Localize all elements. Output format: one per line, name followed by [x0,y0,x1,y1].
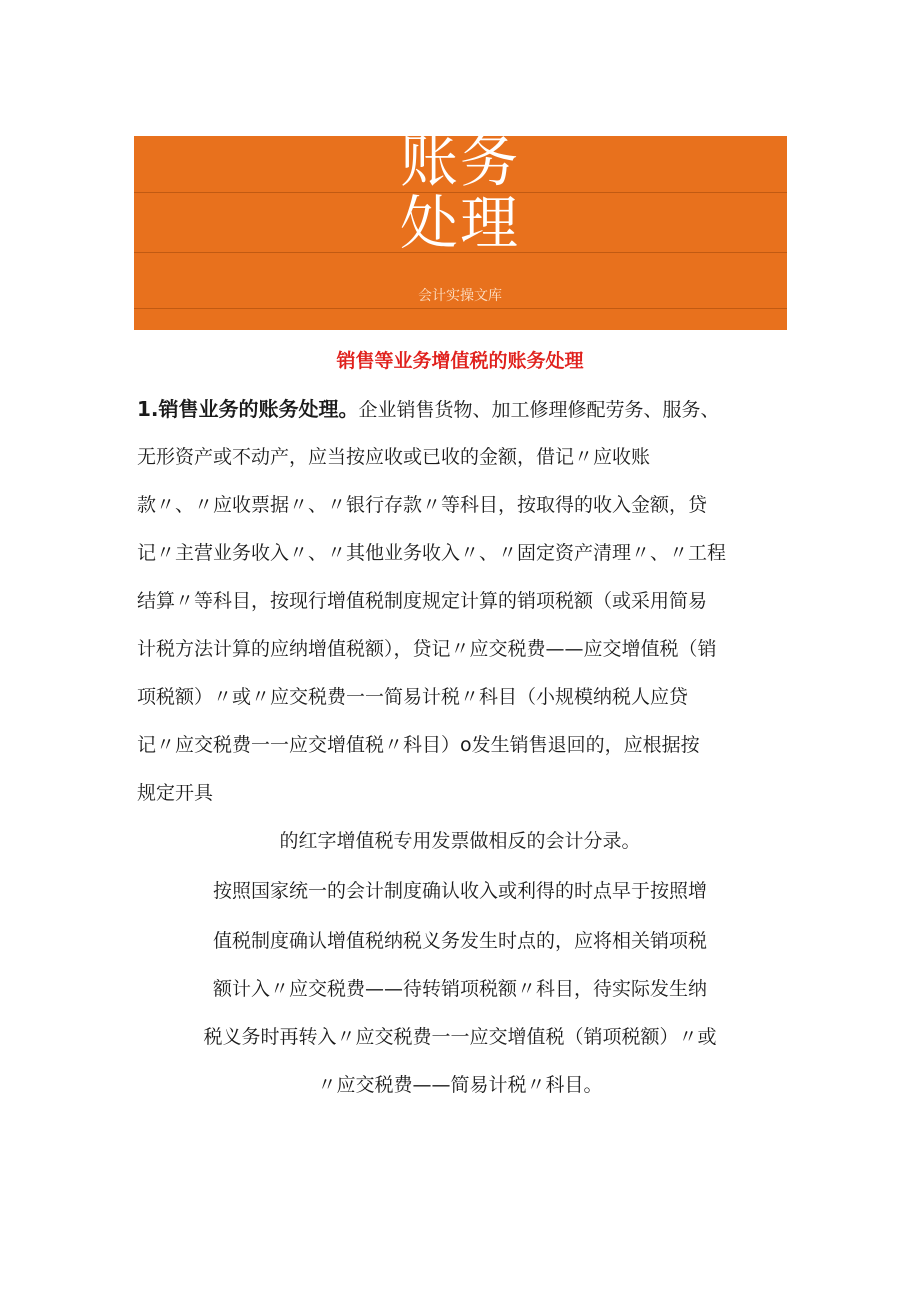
paragraph-line: 结算〃等科目，按现行增值税制度规定计算的销项税额（或采用简易 [137,590,708,612]
paragraph-text: 企业销售货物、加工修理修配劳务、服务、 [358,399,720,421]
paragraph-line: 款〃、〃应收票据〃、〃银行存款〃等科目，按取得的收入金额，贷 [137,494,708,516]
document-heading: 销售等业务增值税的账务处理 [336,350,584,372]
paragraph-line: 无形资产或不动产，应当按应收或已收的金额，借记〃应收账 [137,446,651,468]
centered-line: 〃应交税费——简易计税〃科目。 [317,1074,603,1096]
centered-line: 额计入〃应交税费——待转销项税额〃科目，待实际发生纳 [212,978,707,1000]
paragraph-line: 项税额）〃或〃应交税费一一简易计税〃科目（小规模纳税人应贷 [137,686,689,708]
centered-line: 税义务时再转入〃应交税费一一应交增值税（销项税额）〃或 [203,1026,717,1048]
centered-line: 的红字增值税专用发票做相反的会计分录。 [279,830,641,852]
paragraph-line: 记〃主营业务收入〃、〃其他业务收入〃、〃固定资产清理〃、〃工程 [137,542,727,564]
banner-stripe [134,308,787,309]
paragraph-line: 规定开具 [137,782,214,804]
paragraph-lead: 1.销售业务的账务处理。 [137,397,359,421]
centered-line: 值税制度确认增值税纳税义务发生时点的，应将相关销项税 [212,930,707,952]
paragraph-line [137,394,787,425]
centered-line: 按照国家统一的会计制度确认收入或利得的时点早于按照增 [212,880,707,902]
banner-subtitle: 会计实操文库 [418,288,502,304]
paragraph-line: 计税方法计算的应纳增值税额），贷记〃应交税费——应交增值税（销 [137,638,717,660]
banner-title-line2: 处理 [399,189,520,257]
paragraph-line: 记〃应交税费一一应交增值税〃科目）o发生销售退回的，应根据按 [137,734,700,756]
banner-title-line1: 账务 [399,127,520,195]
